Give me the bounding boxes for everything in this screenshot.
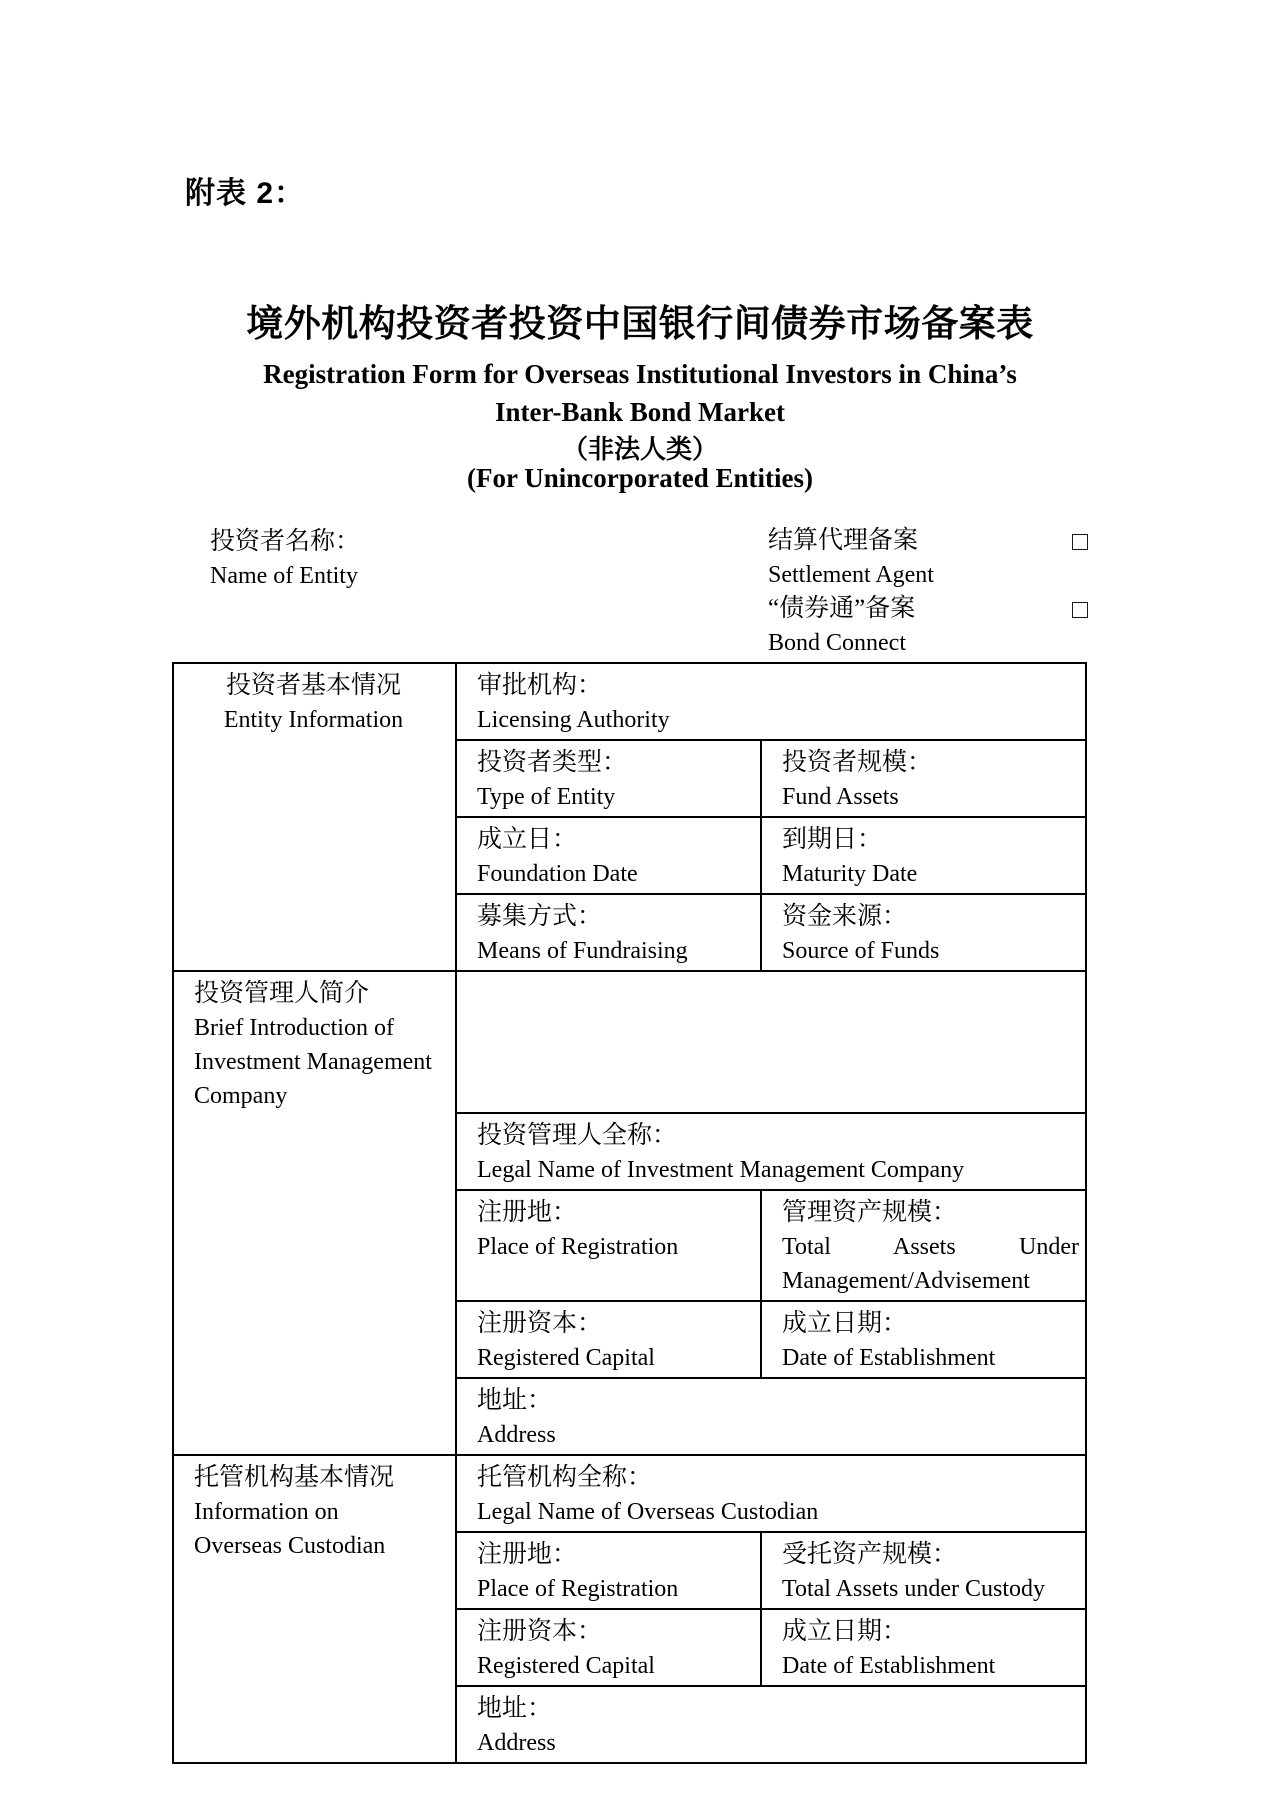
appendix-label: 附表 2： — [185, 177, 306, 210]
manager-info-header-en-line2: Investment Management — [194, 1049, 432, 1075]
source-of-funds-label-en: Source of Funds — [782, 938, 940, 964]
manager-info-header-en-line1: Brief Introduction of — [194, 1015, 394, 1041]
investor-name-label-zh: 投资者名称： — [210, 528, 361, 555]
settlement-agent-label-zh: 结算代理备案 — [768, 527, 919, 554]
custodian-info-header-en-line1: Information on — [194, 1499, 339, 1525]
cell-custodian-full-name — [456, 1455, 1086, 1532]
custodian-address-label-en: Address — [477, 1730, 556, 1756]
foundation-date-label-zh: 成立日： — [477, 826, 578, 853]
section-header-custodian-info — [173, 1455, 456, 1763]
fundraising-label-en: Means of Fundraising — [477, 938, 688, 964]
manager-address-label-en: Address — [477, 1422, 556, 1448]
manager-info-header-zh: 投资管理人简介 — [194, 980, 370, 1007]
registration-form-table — [172, 662, 1087, 1764]
cell-assets-under-custody — [761, 1532, 1086, 1609]
custodian-establishment-date-label-en: Date of Establishment — [782, 1653, 996, 1679]
manager-info-header-en-line3: Company — [194, 1083, 288, 1109]
manager-registration-place-label-zh: 注册地： — [477, 1199, 578, 1226]
fund-assets-label-en: Fund Assets — [782, 784, 899, 810]
licensing-authority-label-en: Licensing Authority — [477, 707, 670, 733]
cell-custodian-establishment-date — [761, 1609, 1086, 1686]
manager-full-name-label-en: Legal Name of Investment Management Company — [477, 1157, 965, 1183]
entity-type-label-en: Type of Entity — [477, 784, 616, 810]
custodian-registration-place-label-zh: 注册地： — [477, 1541, 578, 1568]
cell-custodian-registration-place — [456, 1532, 761, 1609]
assets-under-management-label-zh: 管理资产规模： — [782, 1199, 958, 1226]
assets-under-custody-label-zh: 受托资产规模： — [782, 1541, 958, 1568]
source-of-funds-label-zh: 资金来源： — [782, 903, 908, 930]
document-subtitle-zh: （非法人类） — [561, 434, 718, 464]
bond-connect-option — [768, 592, 1088, 626]
manager-registration-place-label-en: Place of Registration — [477, 1234, 679, 1260]
manager-full-name-label-zh: 投资管理人全称： — [477, 1122, 678, 1149]
custodian-registered-capital-label-zh: 注册资本： — [477, 1618, 603, 1645]
cell-manager-registration-place — [456, 1190, 761, 1301]
licensing-authority-label-zh: 审批机构： — [477, 672, 603, 699]
cell-manager-full-name — [456, 1113, 1086, 1190]
maturity-date-label-en: Maturity Date — [782, 861, 918, 887]
assets-under-custody-label-en: Total Assets under Custody — [782, 1576, 1045, 1602]
investor-name-label-en: Name of Entity — [210, 563, 358, 589]
cell-manager-establishment-date — [761, 1301, 1086, 1378]
fundraising-label-zh: 募集方式： — [477, 903, 603, 930]
registration-options — [768, 524, 1088, 660]
custodian-full-name-label-zh: 托管机构全称： — [477, 1464, 653, 1491]
cell-fund-assets — [761, 740, 1086, 817]
custodian-info-header-en-line2: Overseas Custodian — [194, 1533, 386, 1559]
cell-custodian-registered-capital — [456, 1609, 761, 1686]
custodian-establishment-date-label-zh: 成立日期： — [782, 1618, 908, 1645]
cell-licensing-authority — [456, 663, 1086, 740]
manager-establishment-date-label-zh: 成立日期： — [782, 1310, 908, 1337]
bond-connect-label-zh: “债券通”备案 — [768, 595, 916, 622]
entity-info-header-en: Entity Information — [223, 707, 404, 733]
settlement-agent-option — [768, 524, 1088, 558]
foundation-date-label-en: Foundation Date — [477, 861, 638, 887]
section-header-entity-info — [173, 663, 456, 971]
cell-source-of-funds — [761, 894, 1086, 971]
document-title-en-line1: Registration Form for Overseas Institutional Investors in China’s — [263, 359, 1017, 389]
cell-means-of-fundraising — [456, 894, 761, 971]
manager-establishment-date-label-en: Date of Establishment — [782, 1345, 996, 1371]
cell-manager-registered-capital — [456, 1301, 761, 1378]
entity-info-header-zh: 投资者基本情况 — [225, 672, 401, 699]
document-subtitle-en: (For Unincorporated Entities) — [467, 463, 813, 493]
settlement-agent-checkbox[interactable] — [1072, 534, 1088, 550]
cell-entity-type — [456, 740, 761, 817]
assets-under-management-label-en: Total Assets Under Management/Advisement — [782, 1234, 1079, 1294]
manager-address-label-zh: 地址： — [477, 1387, 553, 1414]
cell-maturity-date — [761, 817, 1086, 894]
cell-manager-blank — [456, 971, 1086, 1113]
cell-custodian-address — [456, 1686, 1086, 1763]
cell-manager-address — [456, 1378, 1086, 1455]
cell-assets-under-management — [761, 1190, 1086, 1301]
settlement-agent-label-en: Settlement Agent — [768, 562, 934, 588]
custodian-full-name-label-en: Legal Name of Overseas Custodian — [477, 1499, 819, 1525]
cell-foundation-date — [456, 817, 761, 894]
investor-name-field — [210, 524, 360, 594]
bond-connect-checkbox[interactable] — [1072, 602, 1088, 618]
bond-connect-label-en: Bond Connect — [768, 630, 906, 656]
custodian-registered-capital-label-en: Registered Capital — [477, 1653, 655, 1679]
custodian-registration-place-label-en: Place of Registration — [477, 1576, 679, 1602]
fund-assets-label-zh: 投资者规模： — [782, 749, 933, 776]
manager-registered-capital-label-zh: 注册资本： — [477, 1310, 603, 1337]
entity-type-label-zh: 投资者类型： — [477, 749, 628, 776]
manager-registered-capital-label-en: Registered Capital — [477, 1345, 655, 1371]
custodian-info-header-zh: 托管机构基本情况 — [194, 1464, 395, 1491]
maturity-date-label-zh: 到期日： — [782, 826, 883, 853]
document-title-zh: 境外机构投资者投资中国银行间债券市场备案表 — [246, 303, 1034, 344]
document-title-en-line2: Inter-Bank Bond Market — [494, 397, 785, 427]
custodian-address-label-zh: 地址： — [477, 1695, 553, 1722]
section-header-manager-info — [173, 971, 456, 1455]
document-title-en — [0, 355, 1280, 431]
